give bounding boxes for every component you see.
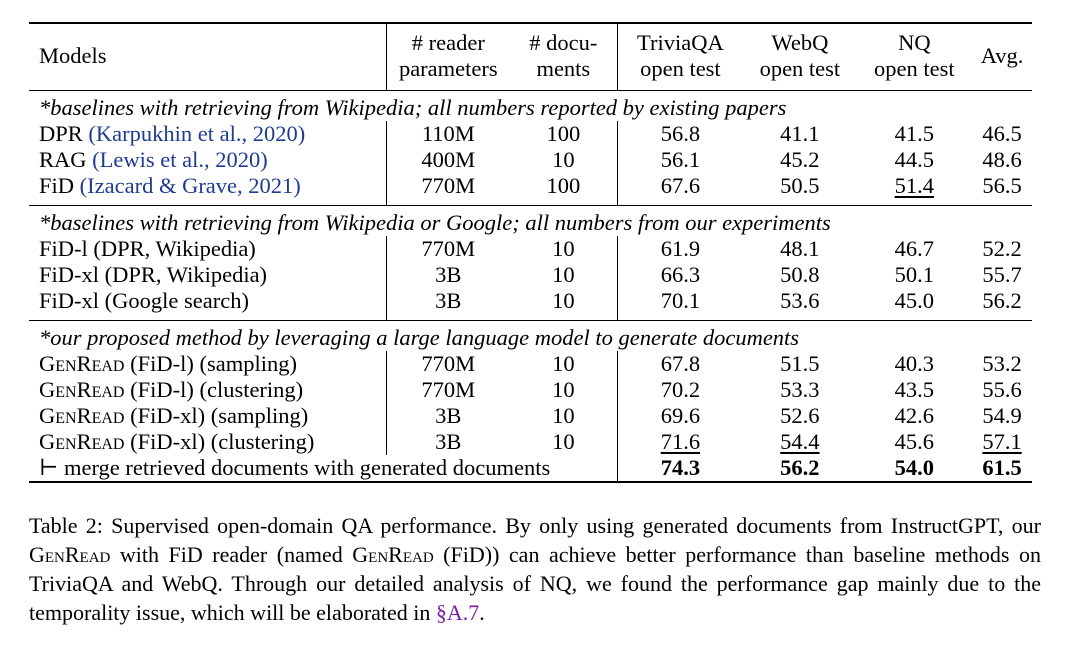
header-reader-params: # reader parameters: [386, 23, 510, 91]
cell-nq: 54.0: [857, 455, 973, 482]
cell-params: 770M: [386, 351, 510, 377]
cell-params: 770M: [386, 236, 510, 262]
cell-avg: 57.1: [982, 429, 1022, 454]
cell-triviaqa: 70.1: [617, 288, 743, 321]
cell-triviaqa: 67.6: [617, 173, 743, 206]
table-row: [29, 351, 1032, 377]
cell-avg: 56.2: [982, 288, 1022, 313]
cell-params: 110M: [386, 121, 510, 147]
header-webq: WebQ open test: [743, 23, 856, 91]
section-title-row: [29, 206, 1032, 237]
table-row: [29, 403, 1032, 429]
table-row: [29, 288, 1032, 321]
citation-link[interactable]: (Lewis et al., 2020): [92, 147, 268, 172]
cell-avg: 55.6: [982, 377, 1022, 402]
table-row: [29, 147, 1032, 173]
cell-triviaqa: 67.8: [617, 351, 743, 377]
table-row: [29, 173, 1032, 206]
merge-label: ⊢ merge retrieved documents with generated documents: [29, 455, 617, 482]
cell-webq: 45.2: [780, 147, 820, 172]
cell-docs: 100: [546, 173, 581, 198]
cell-nq: 45.6: [894, 429, 935, 454]
cell-nq: 51.4: [894, 173, 935, 198]
model-name: FiD-l (DPR, Wikipedia): [39, 236, 256, 261]
results-table: [29, 22, 1032, 483]
cell-triviaqa: 56.1: [617, 147, 743, 173]
cell-webq: 50.8: [780, 262, 820, 287]
cell-avg: 61.5: [972, 455, 1032, 482]
cell-params: 770M: [386, 173, 510, 206]
cell-docs: 10: [552, 262, 575, 287]
cell-avg: 52.2: [982, 236, 1022, 261]
header-models: Models: [29, 23, 386, 91]
cell-avg: 54.9: [982, 403, 1022, 428]
model-name: GenRead (FiD-xl) (sampling): [39, 403, 309, 428]
cell-webq: 41.1: [780, 121, 820, 146]
cell-triviaqa: 61.9: [617, 236, 743, 262]
section-title-row: [29, 91, 1032, 122]
cell-webq: 52.6: [780, 403, 820, 428]
cell-params: 400M: [386, 147, 510, 173]
table-row: [29, 377, 1032, 403]
cell-webq: 50.5: [780, 173, 820, 198]
table-caption: Table 2: Supervised open-domain QA performance. By only using generated documents from InstructGPT, our GenRead with FiD reader (named GenRead (FiD)) can achieve better performance than baseline methods on TriviaQA and WebQ. Through our detailed analysis of NQ, we found the performance gap mainly due to the temporality issue, which will be elaborated in §A.7.: [29, 513, 1041, 625]
cell-triviaqa: 74.3: [617, 455, 743, 482]
cell-avg: 53.2: [982, 351, 1022, 376]
model-name: FiD (Izacard & Grave, 2021): [39, 173, 301, 198]
cell-webq: 53.3: [780, 377, 820, 402]
cell-docs: 100: [546, 121, 581, 146]
cell-webq: 51.5: [780, 351, 820, 376]
cell-nq: 46.7: [894, 236, 935, 261]
cell-docs: 10: [552, 147, 575, 172]
model-name: FiD-xl (Google search): [39, 288, 249, 313]
table-header-row: [29, 23, 1032, 91]
cell-nq: 41.5: [894, 121, 935, 146]
cell-webq: 48.1: [780, 236, 820, 261]
citation-link[interactable]: (Karpukhin et al., 2020): [88, 121, 306, 146]
model-name: FiD-xl (DPR, Wikipedia): [39, 262, 268, 287]
cell-params: 3B: [386, 429, 510, 455]
cell-docs: 10: [552, 403, 575, 428]
model-name: GenRead (FiD-l) (sampling): [39, 351, 297, 376]
header-documents: # docu- ments: [510, 23, 617, 91]
section-1-title: *baselines with retrieving from Wikipedia; all numbers reported by existing papers: [29, 91, 1032, 122]
cell-docs: 10: [552, 288, 575, 313]
model-name: GenRead (FiD-xl) (clustering): [39, 429, 315, 454]
cell-docs: 10: [552, 429, 575, 454]
header-nq: NQ open test: [857, 23, 973, 91]
model-name: RAG (Lewis et al., 2020): [39, 147, 268, 172]
cell-webq: 53.6: [780, 288, 820, 313]
model-name: GenRead (FiD-l) (clustering): [39, 377, 304, 402]
header-avg: Avg.: [972, 23, 1032, 91]
cell-docs: 10: [552, 351, 575, 376]
results-table-container: [29, 22, 1032, 483]
cell-nq: 50.1: [894, 262, 935, 287]
cell-webq: 56.2: [743, 455, 856, 482]
table-row: [29, 262, 1032, 288]
cell-nq: 45.0: [894, 288, 935, 313]
cell-triviaqa: 66.3: [617, 262, 743, 288]
model-name: DPR (Karpukhin et al., 2020): [39, 121, 306, 146]
section-title-row: [29, 321, 1032, 352]
cell-params: 770M: [386, 377, 510, 403]
cell-docs: 10: [552, 377, 575, 402]
cell-params: 3B: [386, 403, 510, 429]
cell-avg: 56.5: [982, 173, 1022, 198]
cell-avg: 48.6: [982, 147, 1022, 172]
table-row: [29, 236, 1032, 262]
cell-triviaqa: 56.8: [617, 121, 743, 147]
cell-nq: 42.6: [894, 403, 935, 428]
table-row: [29, 429, 1032, 455]
table-row: [29, 121, 1032, 147]
cell-params: 3B: [386, 262, 510, 288]
cell-docs: 10: [552, 236, 575, 261]
cell-avg: 46.5: [982, 121, 1022, 146]
merge-row: [29, 455, 1032, 482]
citation-link[interactable]: (Izacard & Grave, 2021): [79, 173, 301, 198]
section-3-title: *our proposed method by leveraging a large language model to generate documents: [29, 321, 1032, 352]
cell-triviaqa: 70.2: [617, 377, 743, 403]
cell-triviaqa: 71.6: [617, 429, 743, 455]
section-2-title: *baselines with retrieving from Wikipedia or Google; all numbers from our experiments: [29, 206, 1032, 237]
header-triviaqa: TriviaQA open test: [617, 23, 743, 91]
cell-avg: 55.7: [982, 262, 1022, 287]
section-reference-link[interactable]: §A.7: [435, 600, 480, 625]
cell-webq: 54.4: [780, 429, 820, 454]
cell-nq: 43.5: [894, 377, 935, 402]
cell-nq: 40.3: [894, 351, 935, 376]
cell-params: 3B: [386, 288, 510, 321]
cell-triviaqa: 69.6: [617, 403, 743, 429]
cell-nq: 44.5: [894, 147, 935, 172]
